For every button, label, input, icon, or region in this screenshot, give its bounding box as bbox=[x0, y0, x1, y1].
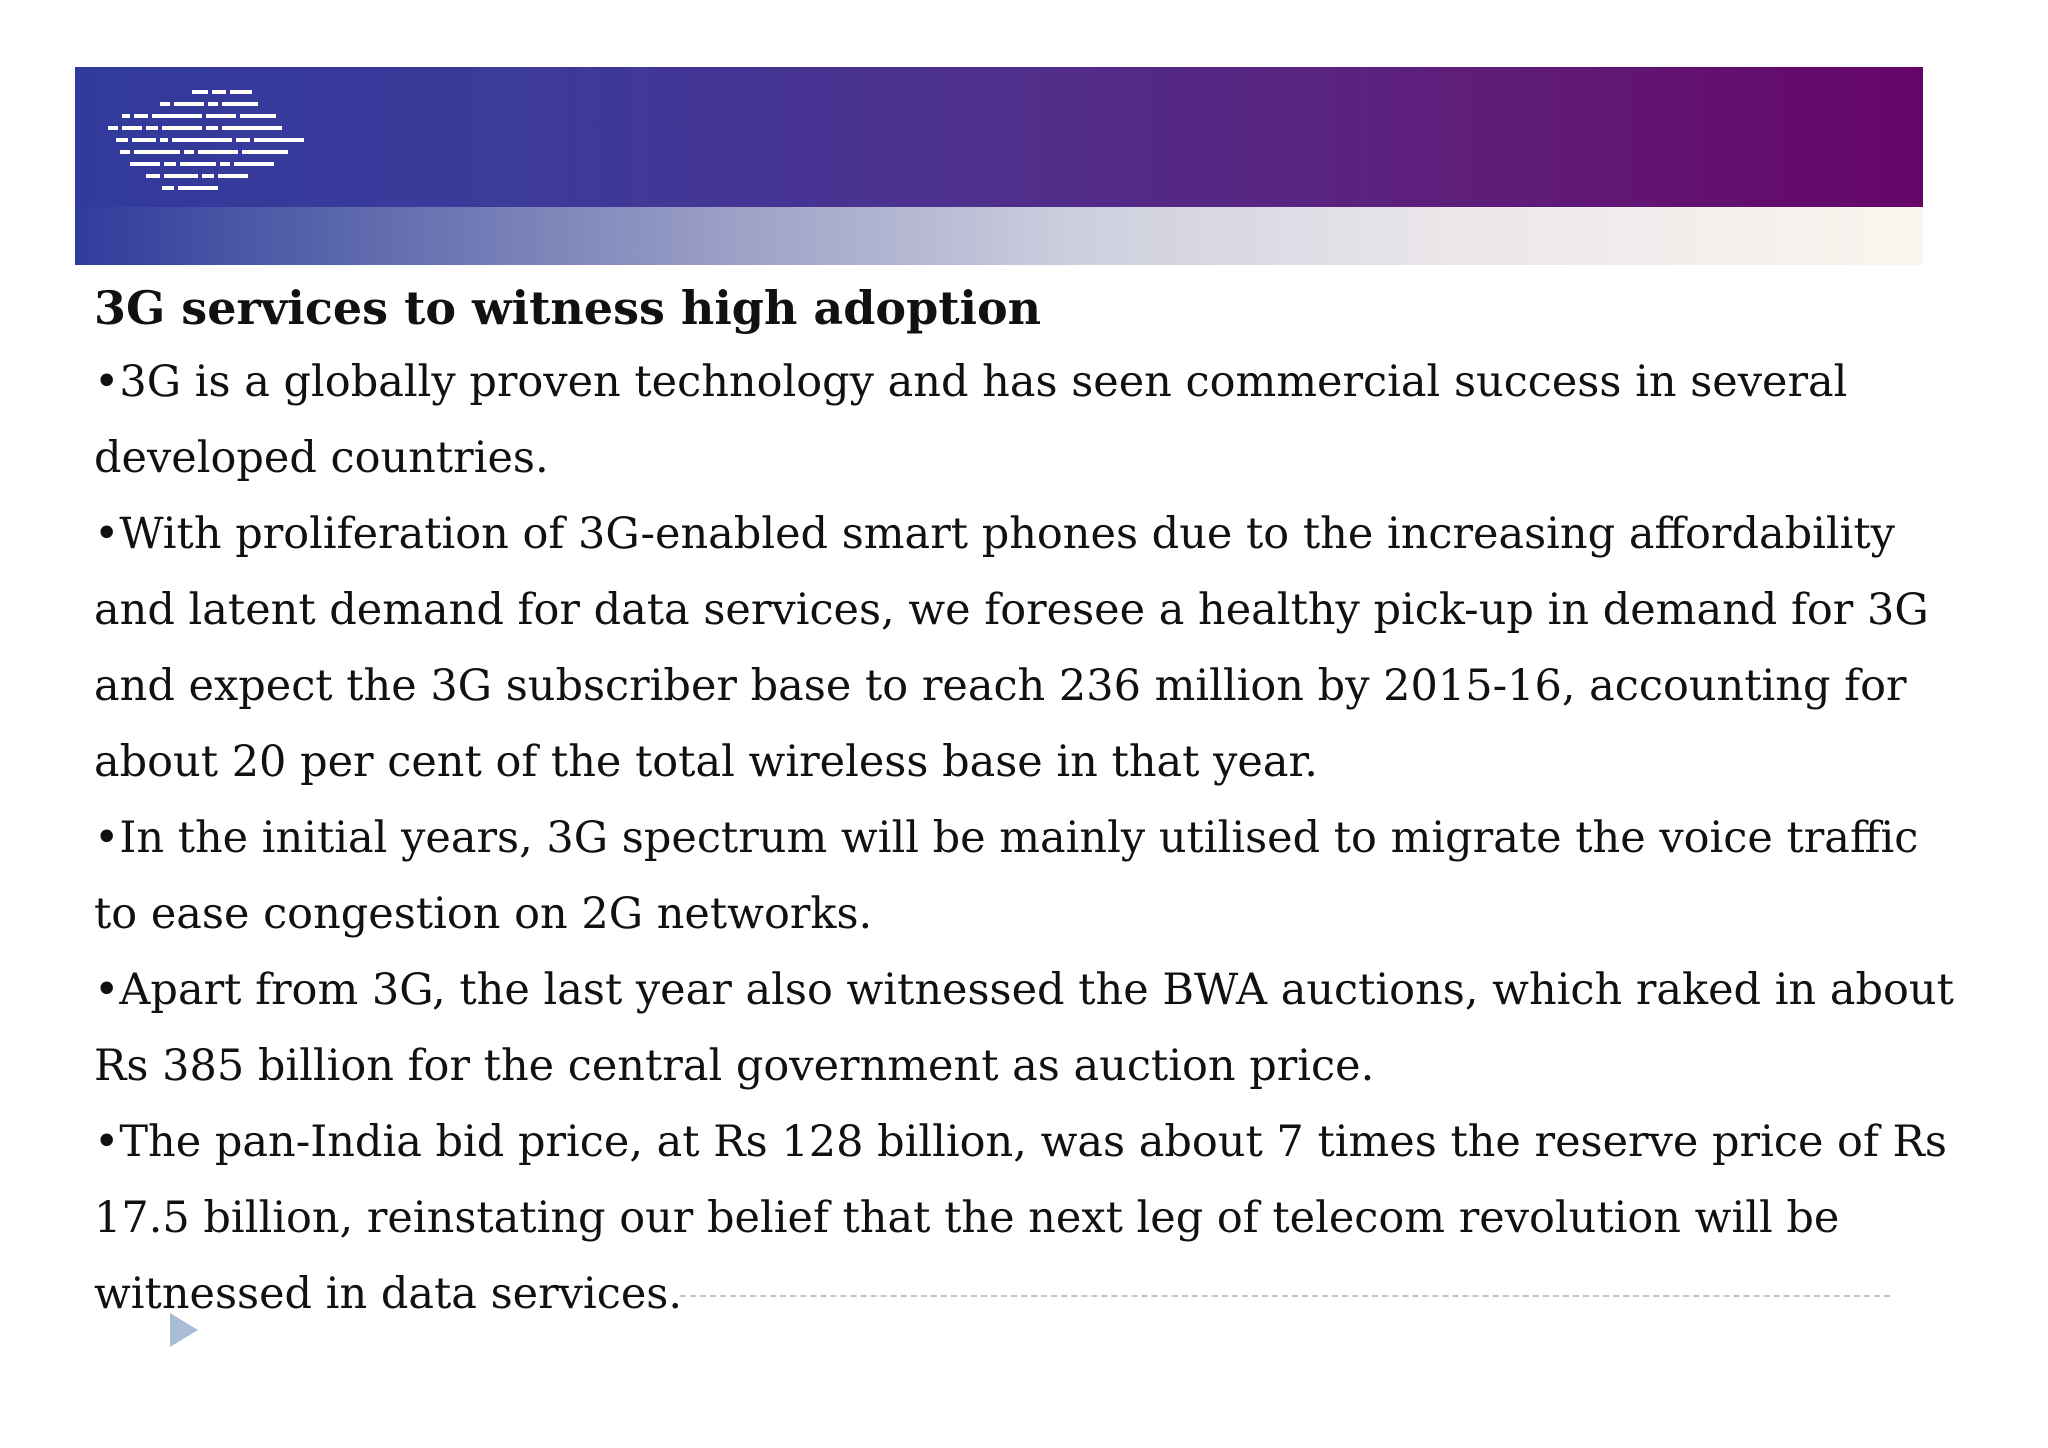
footer-divider bbox=[680, 1295, 1890, 1297]
header-banner bbox=[75, 67, 1923, 207]
bullet-item: •With proliferation of 3G-enabled smart phones due to the increasing affordability and latent demand for data services, we foresee a healthy pick-up in demand for 3G and expect the 3G subscriber base to reach 236 million by 2015-16, accounting for about 20 per cent of the total wireless base in that year. bbox=[94, 509, 1929, 787]
triangle-right-icon[interactable] bbox=[170, 1313, 198, 1347]
bullet-list bbox=[94, 344, 1974, 1332]
bullet-item: •3G is a globally proven technology and has seen commercial success in several developed countries. bbox=[94, 357, 1848, 483]
bullet-item: •In the initial years, 3G spectrum will be mainly utilised to migrate the voice traffic to ease congestion on 2G networks. bbox=[94, 813, 1919, 939]
bullet-item: •Apart from 3G, the last year also witnessed the BWA auctions, which raked in about Rs 385 billion for the central government as auction price. bbox=[94, 965, 1954, 1091]
bullet-item: •The pan-India bid price, at Rs 128 billion, was about 7 times the reserve price of Rs 17.5 billion, reinstating our belief that the next leg of telecom revolution will be witnessed in data services. bbox=[94, 1117, 1947, 1319]
slide-content bbox=[94, 272, 1974, 1332]
striped-globe-logo bbox=[100, 88, 340, 198]
slide-heading: 3G services to witness high adoption bbox=[94, 281, 1042, 335]
header-banner-gradient-band bbox=[75, 207, 1923, 265]
